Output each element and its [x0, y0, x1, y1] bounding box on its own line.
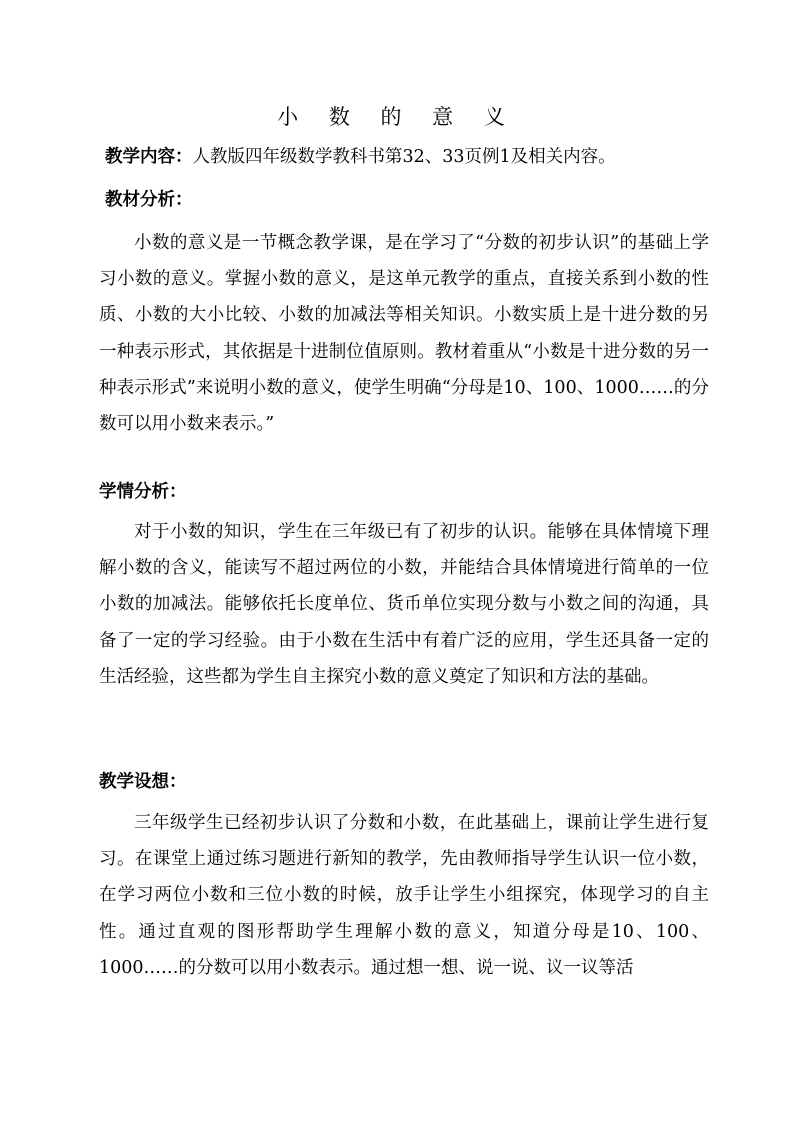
section-heading-teaching-design: 教学设想： — [99, 772, 187, 792]
section-heading-student-analysis: 学情分析： — [99, 482, 187, 502]
paragraph-student-analysis: 对于小数的知识，学生在三年级已有了初步的认识。能够在具体情境下理解小数的含义，能读写不超过两位的小数，并能结合具体情境进行简单的一位小数的加减法。能够依托长度单位、货币单位实现分数与小数之间的沟通，具备了一定的学习经验。由于小数在生活中有着广泛的应用，学生还具备一定的生活经验，这些都为学生自主探究小数的意义奠定了知识和方法的基础。 — [99, 522, 709, 687]
teaching-content-label: 教学内容： — [105, 147, 193, 167]
teaching-content-line — [105, 146, 715, 168]
teaching-content-text: 人教版四年级数学教科书第32、33页例1及相关内容。 — [192, 147, 616, 167]
section-heading-textbook-analysis: 教材分析： — [105, 190, 193, 210]
paragraph-textbook-analysis: 小数的意义是一节概念教学课，是在学习了“分数的初步认识”的基础上学习小数的意义。掌握小数的意义，是这单元教学的重点，直接关系到小数的性质、小数的大小比较、小数的加减法等相关知识。小数实质上是十进分数的另一种表示形式，其依据是十进制位值原则。教材着重从“小数是十进分数的另一种表示形式”来说明小数的意义，使学生明确“分母是10、100、1000……的分数可以用小数来表示。” — [99, 233, 709, 435]
page-title: 小 数 的 意 义 — [277, 105, 517, 129]
paragraph-teaching-design: 三年级学生已经初步认识了分数和小数，在此基础上，课前让学生进行复习。在课堂上通过练习题进行新知的教学，先由教师指导学生认识一位小数，在学习两位小数和三位小数的时候，放手让学生小组探究，体现学习的自主性。通过直观的图形帮助学生理解小数的意义，知道分母是10、100、1000……的分数可以用小数表示。通过想一想、说一说、议一议等活 — [99, 813, 709, 978]
